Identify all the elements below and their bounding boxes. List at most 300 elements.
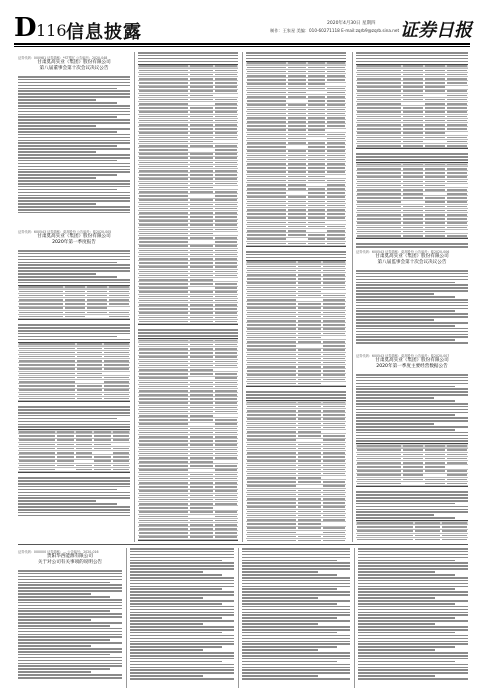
table-cell — [247, 362, 296, 364]
table-cell — [323, 307, 345, 309]
table-cell — [87, 286, 107, 288]
table-cell — [247, 167, 286, 169]
table-cell — [190, 137, 212, 139]
text-line — [246, 58, 346, 60]
table-cell — [247, 299, 296, 301]
table-cell — [247, 354, 296, 356]
table-cell — [425, 90, 445, 92]
text-line — [18, 131, 117, 133]
text-line — [356, 497, 468, 499]
text-line — [242, 661, 337, 663]
table-cell — [357, 141, 401, 143]
announcement-4-body — [356, 374, 468, 540]
table-cell — [19, 312, 63, 314]
text-line — [130, 554, 234, 556]
text-line — [358, 606, 468, 608]
text-line — [130, 617, 222, 619]
data-table — [138, 64, 238, 326]
table-cell — [288, 100, 306, 102]
table-cell — [190, 229, 212, 231]
table-cell — [190, 507, 212, 509]
text-line — [358, 557, 468, 559]
table-cell — [308, 213, 326, 215]
announcement-title: 甘肃莫高实业（集团）股份有限公司 — [37, 60, 111, 65]
text-line — [356, 299, 468, 301]
table-cell — [247, 192, 286, 194]
table-cell — [139, 220, 188, 222]
table-cell — [19, 364, 75, 366]
text-line — [18, 79, 130, 81]
table-cell — [57, 452, 73, 454]
text-line — [18, 264, 130, 266]
table-cell — [415, 530, 440, 532]
table-cell — [109, 307, 129, 309]
table-cell — [323, 515, 345, 517]
bottom-column-1 — [18, 548, 122, 688]
text-line — [242, 571, 318, 573]
table-cell — [298, 291, 320, 293]
table-cell — [247, 92, 286, 94]
table-cell — [247, 402, 296, 404]
table-cell — [113, 465, 129, 467]
table-cell — [109, 299, 129, 301]
table-cell — [425, 206, 445, 208]
table-cell — [442, 530, 467, 532]
table-cell — [139, 352, 188, 354]
text-line — [18, 163, 130, 165]
text-line — [18, 619, 91, 621]
table-cell — [215, 162, 237, 164]
table-cell — [57, 444, 73, 446]
table-cell — [447, 462, 467, 464]
table-cell — [215, 407, 237, 409]
text-line — [130, 583, 234, 585]
text-line — [18, 114, 130, 116]
table-cell — [190, 407, 212, 409]
text-line — [358, 638, 468, 640]
text-line — [18, 160, 117, 162]
table-cell — [19, 465, 55, 467]
text-line — [242, 603, 337, 605]
table-cell — [425, 70, 445, 72]
table-cell — [308, 129, 326, 131]
table-cell — [139, 340, 188, 342]
text-line — [18, 634, 122, 636]
table-cell — [215, 308, 237, 310]
table-cell — [357, 168, 401, 170]
table-cell — [190, 340, 212, 342]
table-cell — [357, 95, 401, 97]
table-cell — [215, 137, 237, 139]
table-cell — [357, 107, 401, 109]
table-cell — [94, 439, 110, 441]
table-cell — [308, 209, 326, 211]
text-line — [242, 551, 350, 553]
text-line — [18, 142, 130, 144]
table-cell — [139, 296, 188, 298]
table-cell — [139, 321, 188, 323]
table-cell — [323, 266, 345, 268]
text-line — [18, 99, 96, 101]
text-line — [18, 421, 130, 423]
table-cell — [447, 218, 467, 220]
table-cell — [104, 377, 129, 379]
text-line — [18, 587, 122, 589]
table-cell — [190, 390, 212, 392]
text-line — [18, 145, 117, 147]
table-cell — [19, 373, 75, 375]
text-line — [358, 551, 468, 553]
table-cell — [190, 116, 212, 118]
table-cell — [447, 210, 467, 212]
table-cell — [288, 129, 306, 131]
table-cell — [76, 456, 92, 458]
table-cell — [298, 406, 320, 408]
table-cell — [323, 502, 345, 504]
data-table — [138, 338, 238, 541]
table-cell — [190, 65, 212, 67]
text-line — [242, 588, 337, 590]
text-line — [18, 177, 96, 179]
table-cell — [447, 181, 467, 183]
text-line — [18, 570, 122, 572]
table-cell — [215, 128, 237, 130]
text-line — [358, 626, 468, 628]
table-cell — [425, 218, 445, 220]
table-cell — [65, 299, 85, 301]
text-line — [358, 588, 455, 590]
table-cell — [323, 320, 345, 322]
table-cell — [425, 201, 445, 203]
table-cell — [357, 145, 401, 147]
table-cell — [19, 469, 55, 471]
table-cell — [77, 373, 102, 375]
table-cell — [403, 70, 423, 72]
table-cell — [190, 402, 212, 404]
table-cell — [403, 168, 423, 170]
table-cell — [298, 337, 320, 339]
table-cell — [76, 452, 92, 454]
table-cell — [447, 201, 467, 203]
text-line — [242, 643, 350, 645]
table-cell — [298, 532, 320, 534]
table-cell — [403, 222, 423, 224]
table-cell — [190, 304, 212, 306]
table-cell — [65, 291, 85, 293]
table-cell — [357, 120, 401, 122]
table-cell — [323, 328, 345, 330]
text-line — [18, 203, 96, 205]
table-cell — [139, 495, 188, 497]
table-cell — [308, 134, 326, 136]
table-cell — [76, 444, 92, 446]
text-line — [130, 635, 234, 637]
table-cell — [190, 149, 212, 151]
text-line — [18, 409, 130, 411]
table-cell — [139, 111, 188, 113]
table-cell — [139, 300, 188, 302]
text-line — [18, 279, 130, 281]
table-cell — [425, 462, 445, 464]
table-cell — [139, 536, 188, 538]
table-cell — [403, 103, 423, 105]
table-cell — [190, 291, 212, 293]
text-line — [356, 156, 468, 158]
table-cell — [357, 206, 401, 208]
text-line — [130, 649, 203, 651]
table-cell — [247, 295, 296, 297]
text-line — [18, 613, 122, 615]
table-cell — [77, 381, 102, 383]
table-cell — [403, 185, 423, 187]
table-cell — [327, 226, 345, 228]
text-line — [358, 643, 468, 645]
text-line — [18, 406, 130, 408]
table-cell — [139, 145, 188, 147]
table-cell — [447, 90, 467, 92]
text-line — [242, 548, 350, 550]
table-cell — [139, 474, 188, 476]
text-line — [246, 254, 346, 256]
table-cell — [190, 528, 212, 530]
text-line — [138, 335, 238, 337]
table-cell — [308, 238, 326, 240]
text-line — [242, 612, 350, 614]
table-cell — [190, 520, 212, 522]
table-cell — [139, 344, 188, 346]
table-cell — [19, 389, 75, 391]
table-cell — [215, 254, 237, 256]
table-cell — [403, 454, 423, 456]
text-line — [130, 606, 234, 608]
table-cell — [308, 62, 326, 64]
table-cell — [447, 445, 467, 447]
text-line — [138, 61, 238, 63]
table-cell — [215, 86, 237, 88]
table-cell — [190, 490, 212, 492]
table-cell — [215, 382, 237, 384]
text-line — [358, 612, 468, 614]
table-cell — [215, 229, 237, 231]
column-divider — [242, 52, 243, 542]
table-cell — [215, 199, 237, 201]
table-cell — [247, 121, 286, 123]
table-cell — [357, 189, 401, 191]
table-cell — [190, 162, 212, 164]
table-cell — [298, 278, 320, 280]
table-cell — [323, 523, 345, 525]
table-cell — [139, 78, 188, 80]
table-cell — [357, 539, 413, 540]
text-line — [358, 672, 468, 674]
table-cell — [425, 458, 445, 460]
data-table — [18, 285, 130, 321]
text-line — [246, 394, 346, 396]
table-cell — [19, 307, 63, 309]
table-cell — [215, 411, 237, 413]
table-cell — [323, 444, 345, 446]
table-cell — [139, 90, 188, 92]
table-cell — [298, 316, 320, 318]
table-cell — [308, 155, 326, 157]
table-cell — [357, 462, 401, 464]
table-cell — [323, 448, 345, 450]
table-cell — [298, 299, 320, 301]
table-cell — [247, 138, 286, 140]
table-cell — [247, 435, 296, 437]
text-line — [356, 243, 468, 245]
table-cell — [357, 535, 413, 537]
table-cell — [298, 328, 320, 330]
table-cell — [139, 99, 188, 101]
table-cell — [139, 95, 188, 97]
text-line — [130, 594, 234, 596]
table-cell — [308, 71, 326, 73]
table-cell — [288, 176, 306, 178]
table-cell — [447, 141, 467, 143]
table-cell — [298, 469, 320, 471]
table-cell — [308, 234, 326, 236]
table-cell — [357, 99, 401, 101]
table-cell — [215, 99, 237, 101]
table-cell — [247, 349, 296, 351]
table-cell — [447, 132, 467, 134]
table-cell — [288, 226, 306, 228]
table-cell — [190, 241, 212, 243]
table-cell — [190, 461, 212, 463]
table-cell — [139, 407, 188, 409]
text-line — [356, 491, 468, 493]
table-cell — [425, 128, 445, 130]
text-line — [18, 262, 117, 264]
table-cell — [247, 278, 296, 280]
text-line — [130, 675, 203, 677]
table-cell — [247, 282, 296, 284]
table-cell — [327, 117, 345, 119]
text-line — [18, 602, 122, 604]
table-cell — [447, 172, 467, 174]
table-cell — [327, 234, 345, 236]
text-line — [358, 658, 468, 660]
table-cell — [139, 162, 188, 164]
table-cell — [308, 226, 326, 228]
table-cell — [215, 166, 237, 168]
table-cell — [323, 274, 345, 276]
table-cell — [288, 171, 306, 173]
text-line — [358, 675, 435, 677]
table-cell — [447, 231, 467, 233]
table-cell — [77, 352, 102, 354]
text-line — [130, 658, 234, 660]
table-cell — [403, 145, 423, 147]
table-cell — [139, 423, 188, 425]
table-cell — [247, 536, 296, 538]
table-cell — [298, 270, 320, 272]
table-cell — [327, 222, 345, 224]
table-cell — [215, 465, 237, 467]
table-cell — [447, 164, 467, 166]
announcement-code: 证券代码：600543 证券简称：莫高股份 公告编号：临2020-007 — [356, 354, 450, 358]
table-cell — [94, 452, 110, 454]
table-cell — [308, 96, 326, 98]
table-cell — [247, 498, 296, 500]
table-cell — [139, 128, 188, 130]
table-cell — [447, 458, 467, 460]
table-cell — [190, 170, 212, 172]
table-cell — [425, 214, 445, 216]
table-cell — [323, 383, 345, 385]
text-line — [130, 614, 234, 616]
table-cell — [288, 209, 306, 211]
table-cell — [447, 185, 467, 187]
table-cell — [190, 216, 212, 218]
table-cell — [139, 141, 188, 143]
table-cell — [190, 296, 212, 298]
table-cell — [247, 180, 286, 182]
text-line — [18, 273, 96, 275]
text-line — [18, 85, 130, 87]
table-cell — [139, 250, 188, 252]
table-cell — [139, 402, 188, 404]
table-cell — [190, 499, 212, 501]
text-line — [18, 654, 110, 656]
table-cell — [215, 402, 237, 404]
table-cell — [190, 111, 212, 113]
table-cell — [403, 474, 423, 476]
text-line — [18, 573, 122, 575]
text-line — [130, 597, 203, 599]
table-cell — [247, 316, 296, 318]
table-cell — [425, 145, 445, 147]
table-cell — [415, 522, 440, 524]
announcement-subtitle: 2020年第一季度报告 — [52, 239, 96, 245]
table-cell — [323, 540, 345, 542]
table-cell — [247, 113, 286, 115]
text-line — [130, 560, 222, 562]
table-cell — [327, 109, 345, 111]
table-cell — [215, 241, 237, 243]
section-title: 信息披露 — [66, 22, 142, 43]
table-cell — [357, 185, 401, 187]
table-cell — [327, 75, 345, 77]
table-cell — [288, 125, 306, 127]
table-cell — [139, 124, 188, 126]
table-cell — [215, 352, 237, 354]
table-cell — [139, 507, 188, 509]
table-cell — [288, 217, 306, 219]
table-cell — [425, 164, 445, 166]
table-cell — [215, 245, 237, 247]
table-cell — [247, 226, 286, 228]
text-line — [18, 582, 110, 584]
masthead-logo: 证券日报 — [400, 20, 472, 41]
table-cell — [139, 436, 188, 438]
table-cell — [19, 431, 55, 433]
table-cell — [190, 262, 212, 264]
table-cell — [190, 432, 212, 434]
table-cell — [215, 70, 237, 72]
table-cell — [247, 184, 286, 186]
text-line — [358, 562, 468, 564]
table-cell — [323, 536, 345, 538]
text-line — [18, 515, 130, 517]
table-cell — [104, 373, 129, 375]
table-cell — [104, 348, 129, 350]
table-cell — [323, 349, 345, 351]
table-cell — [327, 96, 345, 98]
table-cell — [247, 234, 286, 236]
text-line — [130, 629, 234, 631]
